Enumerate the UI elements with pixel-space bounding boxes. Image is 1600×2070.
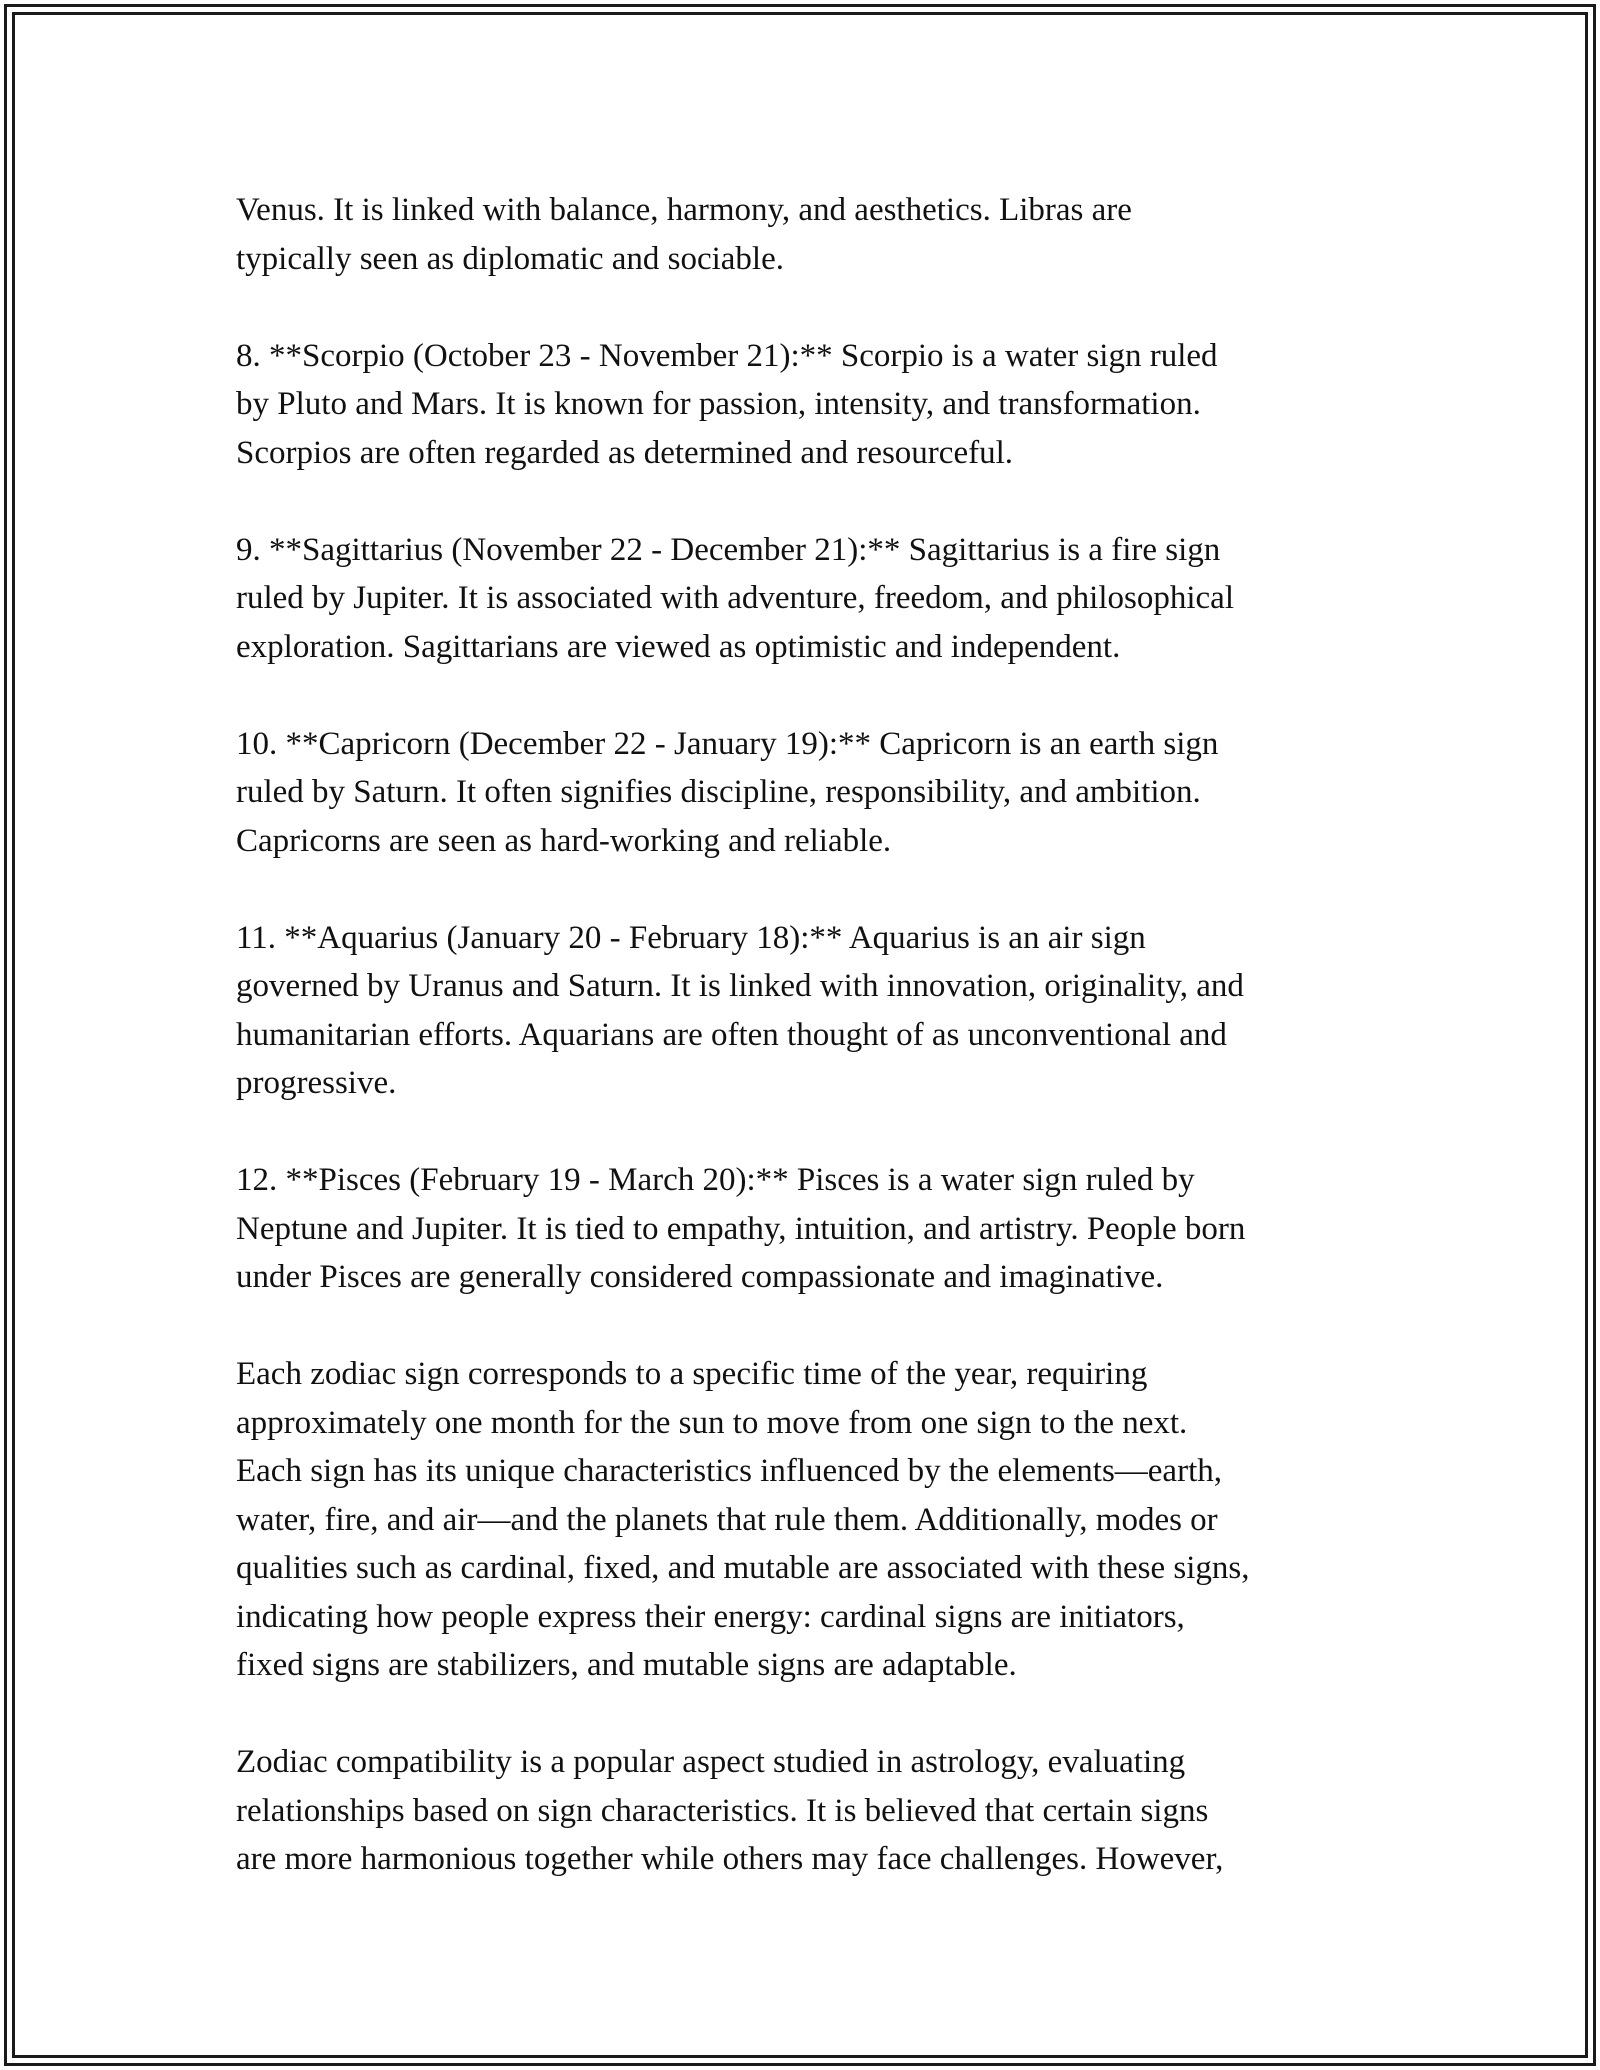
paragraph-capricorn: 10. **Capricorn (December 22 - January 19):** Capricorn is an earth sign ruled by Saturn. It often signifies discipline, responsibility, and ambition. Capricorns are seen as hard-working and reliable. <box>236 725 1219 859</box>
paragraph-aquarius: 11. **Aquarius (January 20 - February 18):** Aquarius is an air sign governed by Uranus and Saturn. It is linked with innovation, originality, and humanitarian efforts. Aquarians are often thought of as unconventional and progressive. <box>236 919 1244 1101</box>
paragraph-sagittarius: 9. **Sagittarius (November 22 - December 21):** Sagittarius is a fire sign ruled by Jupiter. It is associated with adventure, freedom, and philosophical exploration. Sagittarians are viewed as optimistic and independent. <box>236 531 1234 665</box>
paragraph-pisces: 12. **Pisces (February 19 - March 20):** Pisces is a water sign ruled by Neptune and Jupiter. It is tied to empathy, intuition, and artistry. People born under Pisces are generally considered compassionate and imaginative. <box>236 1162 1246 1295</box>
paragraph-libra-continuation: Venus. It is linked with balance, harmony, and aesthetics. Libras are typically seen as diplomatic and sociable. <box>236 192 1132 277</box>
paragraph-zodiac-compatibility: Zodiac compatibility is a popular aspect studied in astrology, evaluating relationships based on sign characteristics. It is believed that certain signs are more harmonious together while others may face challenges. However, <box>236 1744 1224 1877</box>
paragraph-zodiac-overview: Each zodiac sign corresponds to a specific time of the year, requiring approximately one month for the sun to move from one sign to the next. Each sign has its unique characteristics influenced by the elements—earth, water, fire, and air—and the planets that rule them. Additionally, modes or qualities such as cardinal, fixed, and mutable are associated with these signs, indicating how people express their energy: cardinal signs are initiators, fixed signs are stabilizers, and mutable signs are adaptable. <box>236 1356 1250 1683</box>
paragraph-scorpio: 8. **Scorpio (October 23 - November 21):** Scorpio is a water sign ruled by Pluto and Mars. It is known for passion, intensity, and transformation. Scorpios are often regarded as determined and resourceful. <box>236 337 1218 471</box>
document-body <box>236 186 1376 1932</box>
